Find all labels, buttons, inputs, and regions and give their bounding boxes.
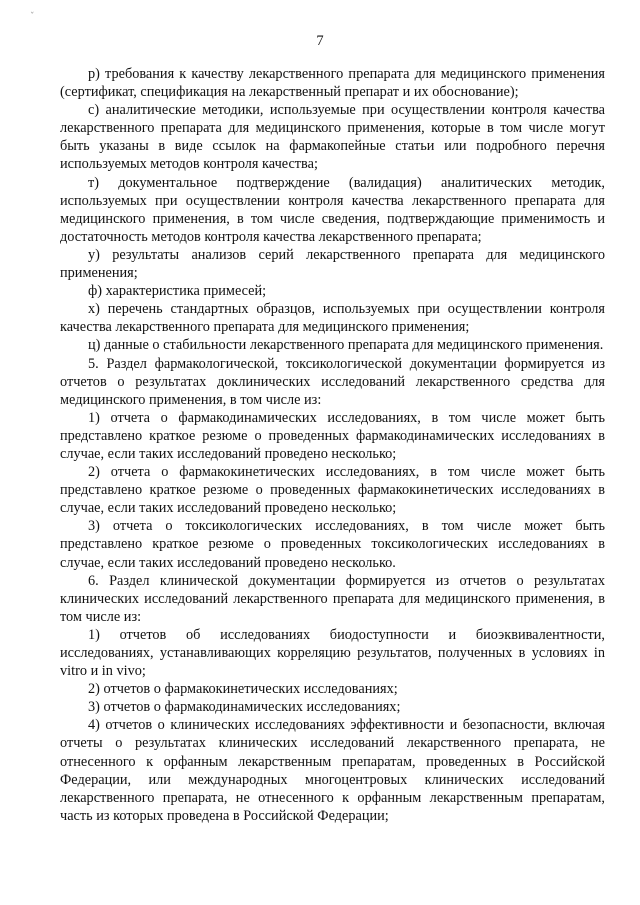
page-number: 7	[316, 33, 324, 49]
section-5-preclinical: 5. Раздел фармакологической, токсикологической документации формируется из отчетов о результатах доклинических исследований лекарственного средства для медицинского применения, в том числе из:	[60, 355, 605, 408]
item-r-quality-requirements: р) требования к качеству лекарственного препарата для медицинского применения (сертификат, спецификация на лекарственный препарат и их обоснование);	[60, 66, 605, 101]
item-h-reference-standards: х) перечень стандартных образцов, используемых при осуществлении контроля качества лекарственного препарата для медицинского применения;	[60, 301, 605, 336]
item-f-impurities: ф) характеристика примесей;	[88, 283, 267, 300]
section-6-clinical: 6. Раздел клинической документации формируется из отчетов о результатах клинических исследований лекарственного препарата для медицинского применения, в том числе из:	[60, 572, 605, 625]
section-6-item-2: 2) отчетов о фармакокинетических исследованиях;	[88, 681, 398, 698]
section-5-item-1: 1) отчета о фармакодинамических исследованиях, в том числе может быть представлено краткое резюме о проведенных фармакодинамических исследованиях в случае, если таких исследований проведено несколько;	[60, 409, 605, 462]
item-t-validation: т) документальное подтверждение (валидация) аналитических методик, используемых при осуществлении контроля качества лекарственного препарата для медицинского применения, в том числе сведения, подтверждающие применимость и достаточность методов контроля качества лекарственного препарата;	[60, 174, 605, 245]
item-ts-stability: ц) данные о стабильности лекарственного препарата для медицинского применения.	[88, 337, 604, 354]
section-5-item-3: 3) отчета о токсикологических исследованиях, в том числе может быть представлено краткое резюме о проведенных токсикологических исследованиях в случае, если таких исследований проведено несколько.	[60, 518, 605, 571]
document-body	[60, 65, 605, 825]
item-u-batch-analysis: у) результаты анализов серий лекарственного препарата для медицинского применения;	[60, 246, 605, 282]
item-s-analytical-methods: с) аналитические методики, используемые при осуществлении контроля качества лекарственного препарата для медицинского применения, которые в том числе могут быть указаны в виде ссылок на фармакопейные статьи или подробного перечня используемых методов контроля качества;	[60, 102, 605, 173]
section-5-item-2: 2) отчета о фармакокинетических исследованиях, в том числе может быть представлено краткое резюме о проведенных фармакокинетических исследованиях в случае, если таких исследований проведено несколько;	[60, 464, 605, 517]
corner-mark: ˇ	[30, 12, 35, 22]
section-6-item-1: 1) отчетов об исследованиях биодоступности и биоэквивалентности, исследованиях, устанавливающих корреляцию результатов, полученных в условиях in vitro и in vivo;	[60, 626, 605, 680]
section-6-item-3: 3) отчетов о фармакодинамических исследованиях;	[88, 699, 401, 716]
section-6-item-4: 4) отчетов о клинических исследованиях эффективности и безопасности, включая отчеты о результатах клинических исследований лекарственного препарата, не отнесенного к орфанным лекарственным препаратам, проведенных в Российской Федерации, или международных многоцентровых клинических исследований лекарственного препарата, не отнесенного к орфанным лекарственным препаратам, часть из которых проведена в Российской Федерации;	[60, 717, 605, 824]
